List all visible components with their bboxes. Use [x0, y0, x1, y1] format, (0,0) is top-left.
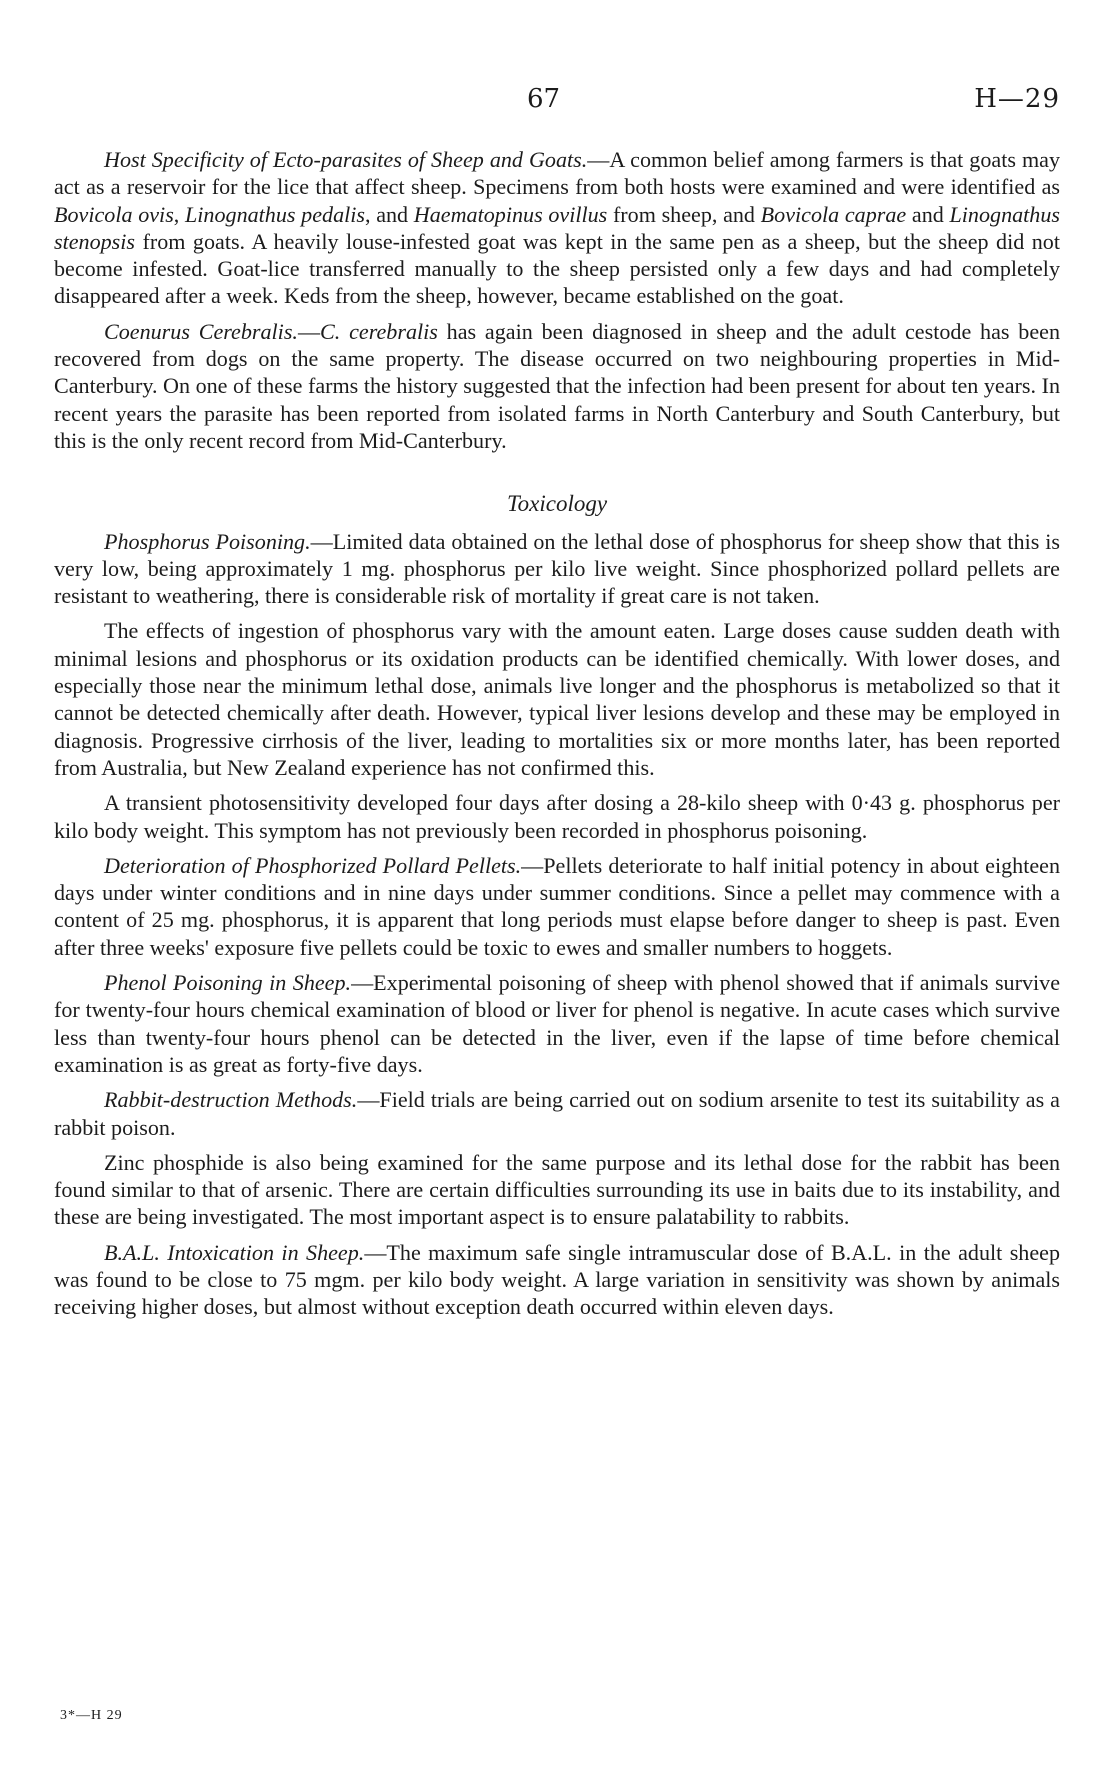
species-name: Bovicola caprae [760, 201, 907, 227]
paragraph-zinc-phosphide: Zinc phosphide is also being examined for the same purpose and its lethal dose for the rabbit has been found similar to that of arsenic. There are certain difficulties surrounding its use in baits due to its instability, and these are being investigated. The most important aspect is to ensure palatability to rabbits. [54, 1149, 1060, 1230]
paragraph-title: Deterioration of Phosphorized Pollard Pellets. [104, 852, 522, 878]
paragraph-title: Phosphorus Poisoning. [104, 528, 311, 554]
paragraph-host-specificity: Host Specificity of Ecto-parasites of Sheep and Goats.—A common belief among farmers is that goats may act as a reservoir for the lice that affect sheep. Specimens from both hosts were examined and were identified as Bovicola ovis, Linognathus pedalis, and Haematopinus ovillus from sheep, and Bovicola caprae and Linognathus stenopsis from goats. A heavily louse-infested goat was kept in the same pen as a sheep, but the sheep did not become infested. Goat-lice transferred manually to the sheep persisted only a few days and had completely disappeared after a week. Keds from the sheep, however, became established on the goat. [54, 147, 1060, 309]
paragraph-title: Rabbit-destruction Methods. [104, 1087, 358, 1113]
page-header [54, 84, 1060, 114]
paragraph-phenol-poisoning: Phenol Poisoning in Sheep.—Experimental poisoning of sheep with phenol showed that if animals survive for twenty-four hours chemical examination of blood or liver for phenol is negative. In acute cases which survive less than twenty-four hours phenol can be detected in the liver, even if the lapse of time before chemical examination is as great as forty-five days. [54, 970, 1060, 1077]
page-number: 67 [527, 84, 561, 114]
body-text [54, 146, 1060, 1329]
paragraph-bal-intoxication: B.A.L. Intoxication in Sheep.—The maximum safe single intramuscular dose of B.A.L. in the adult sheep was found to be close to 75 mgm. per kilo body weight. A large variation in sensitivity was shown by animals receiving higher doses, but almost without exception death occurred within eleven days. [54, 1239, 1060, 1320]
paragraph-title: Coenurus Cerebralis. [104, 318, 298, 344]
paragraph-photosensitivity: A transient photosensitivity developed four days after dosing a 28-kilo sheep with 0·43 g. phosphorus per kilo body weight. This symptom has not previously been recorded in phosphorus poisoning. [54, 790, 1060, 843]
paragraph-coenurus: Coenurus Cerebralis.—C. cerebralis has again been diagnosed in sheep and the adult cestode has been recovered from dogs on the same property. The disease occurred on two neighbouring properties in Mid-Canterbury. On one of these farms the history suggested that the infection had been present for about ten years. In recent years the parasite has been reported from isolated farms in North Canterbury and South Canterbury, but this is the only recent record from Mid-Canterbury. [54, 318, 1061, 453]
paragraph-pellet-deterioration: Deterioration of Phosphorized Pollard Pellets.—Pellets deteriorate to half initial potency in about eighteen days under winter conditions and in nine days under summer conditions. Since a pellet may commence with a content of 25 mg. phosphorus, it is apparent that long periods must elapse before danger to sheep is past. Even after three weeks' exposure five pellets could be toxic to ewes and smaller numbers to hoggets. [54, 852, 1060, 960]
document-series-code: H—29 [974, 84, 1060, 114]
paragraph-title: Host Specificity of Ecto-parasites of Sheep and Goats. [104, 147, 588, 172]
paragraph-rabbit-destruction: Rabbit-destruction Methods.—Field trials are being carried out on sodium arsenite to test its suitability as a rabbit poison. [54, 1087, 1060, 1140]
paragraph-phosphorus-effects: The effects of ingestion of phosphorus vary with the amount eaten. Large doses cause sudden death with minimal lesions and phosphorus or its oxidation products can be identified chemically. With lower doses, and especially those near the minimum lethal dose, animals live longer and the phosphorus is metabolized so that it cannot be detected chemically after death. However, typical liver lesions develop and these may be employed in diagnosis. Progressive cirrhosis of the liver, leading to mortalities six or more months later, has been reported from Australia, but New Zealand experience has not confirmed this. [54, 618, 1060, 780]
section-heading-toxicology: Toxicology [506, 491, 608, 517]
species-name: Haematopinus ovillus [413, 201, 608, 227]
paragraph-title: B.A.L. Intoxication in Sheep. [104, 1239, 365, 1265]
paragraph-phosphorus-poisoning: Phosphorus Poisoning.—Limited data obtained on the lethal dose of phosphorus for sheep show that this is very low, being approximately 1 mg. phosphorus per kilo live weight. Since phosphorized pollard pellets are resistant to weathering, there is considerable risk of mortality if great care is not taken. [54, 528, 1060, 609]
species-name: Bovicola ovis [54, 201, 174, 227]
footer-signature-mark: 3*—H 29 [60, 1708, 123, 1723]
paragraph-title: Phenol Poisoning in Sheep. [104, 970, 352, 996]
species-name: Linognathus stenopsis [54, 201, 1060, 254]
species-name: Linognathus pedalis [185, 201, 365, 227]
species-name: C. cerebralis [320, 318, 438, 344]
